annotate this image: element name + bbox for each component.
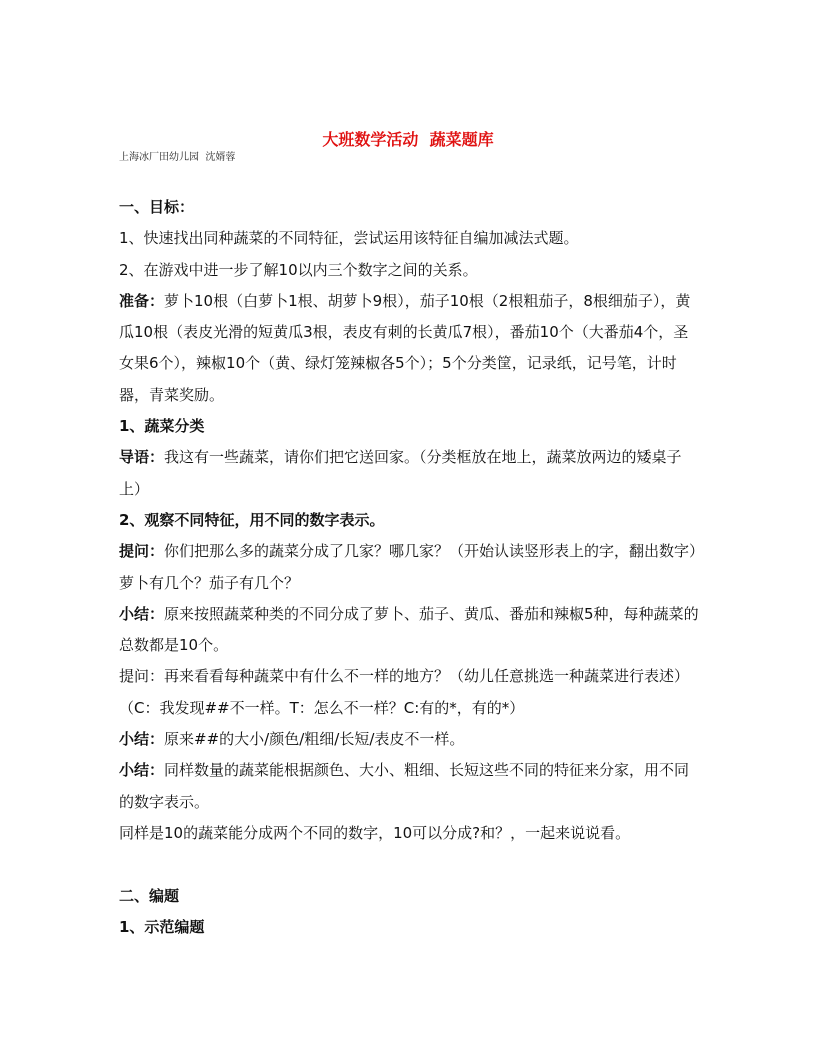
summary-label-1: 小结： <box>119 604 165 623</box>
document-body <box>119 192 699 943</box>
summary-paragraph-3 <box>119 755 699 818</box>
demo-heading: 1、示范编题 <box>119 917 205 936</box>
prep-label: 准备： <box>119 291 165 310</box>
summary-label-3: 小结： <box>119 761 165 780</box>
guide-text: 我这有一些蔬菜，请你们把它送回家。（分类框放在地上，蔬菜放两边的矮桌子上） <box>119 448 682 498</box>
summary-text-2: 原来##的大小/颜色/粗细/长短/表皮不一样。 <box>164 730 465 749</box>
guide-label: 导语： <box>119 448 165 467</box>
author-line: 上海冰厂田幼儿园 沈婿蓉 <box>119 152 236 163</box>
blank-line <box>119 849 699 880</box>
question-paragraph-2: 提问：再来看看每种蔬菜中有什么不一样的地方？（幼儿任意挑选一种蔬菜进行表述）（C：我发现##不一样。T：怎么不一样？C:有的*，有的*） <box>119 667 690 717</box>
goal-item-2: 2、在游戏中进一步了解10以内三个数字之间的关系。 <box>119 260 478 279</box>
ask-text: 你们把那么多的蔬菜分成了几家？哪几家？（开始认读竖形表上的字，翻出数字）萝卜有几个？茄子有几个？ <box>119 542 697 592</box>
prep-text: 萝卜10根（白萝卜1根、胡萝卜9根），茄子10根（2根粗茄子，8根细茄子），黄瓜10根（表皮光滑的短黄瓜3根，表皮有刺的长黄瓜7根），番茄10个（大番茄4个，圣女果6个），辣椒10个（黄、绿灯笼辣椒各5个）；5个分类筐，记录纸，记号笔，计时器，青菜奖励。 <box>119 291 691 404</box>
goal-heading: 一、目标： <box>119 198 195 216</box>
same-ten-paragraph: 同样是10的蔬菜能分成两个不同的数字，10可以分成?和？，一起来说说看。 <box>119 823 631 842</box>
goal-item-1: 1、快速找出同种蔬菜的不同特征，尝试运用该特征自编加减法式题。 <box>119 229 579 248</box>
part2-heading: 二、编题 <box>119 886 180 905</box>
summary-paragraph-2 <box>119 724 699 755</box>
step2-heading: 2、观察不同特征，用不同的数字表示。 <box>119 510 385 529</box>
preparation-paragraph <box>119 286 699 411</box>
summary-paragraph-1 <box>119 599 699 662</box>
page-title: 大班数学活动 蔬菜题库 <box>322 130 494 149</box>
guide-paragraph <box>119 442 699 505</box>
step1-heading: 1、蔬菜分类 <box>119 417 205 436</box>
summary-label-2: 小结： <box>119 730 165 749</box>
ask-label: 提问： <box>119 542 165 561</box>
question-paragraph <box>119 536 699 599</box>
summary-text-1: 原来按照蔬菜种类的不同分成了萝卜、茄子、黄瓜、番茄和辣椒5种，每种蔬菜的总数都是10个。 <box>119 604 699 655</box>
summary-text-3: 同样数量的蔬菜能根据颜色、大小、粗细、长短这些不同的特征来分家，用不同的数字表示。 <box>119 761 690 811</box>
